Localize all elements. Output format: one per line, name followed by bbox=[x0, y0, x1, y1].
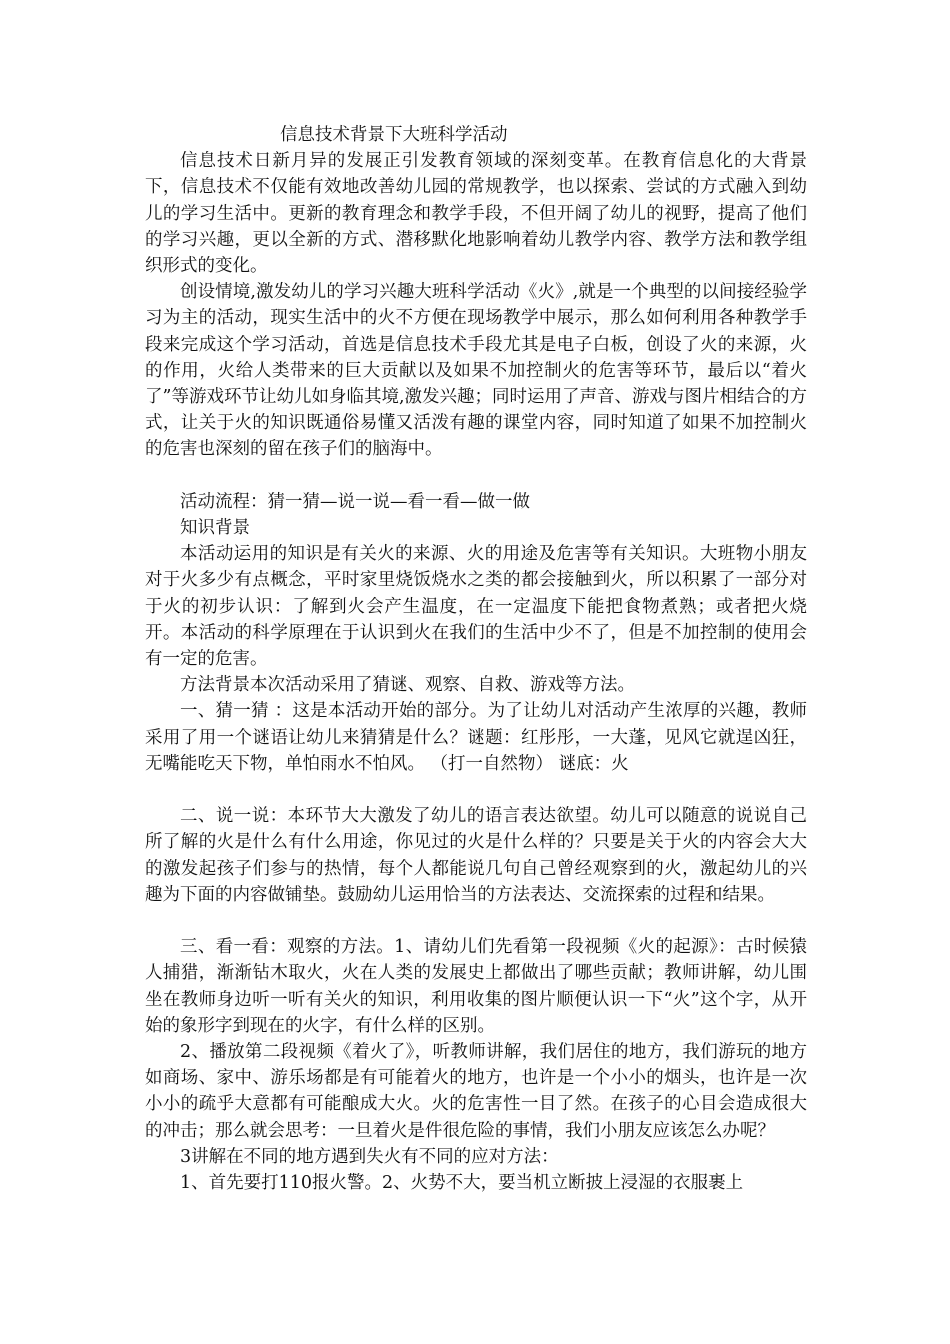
paragraph-knowledge-heading: 知识背景 bbox=[180, 518, 250, 539]
document-page bbox=[145, 122, 807, 1196]
blank-line bbox=[145, 777, 807, 803]
paragraph-knowledge-background: 本活动运用的知识是有关火的来源、火的用途及危害等有关知识。大班物小朋友对于火多少有点概念，平时家里烧饭烧水之类的都会接触到火，所以积累了一部分对于火的初步认识：了解到火会产生温度，在一定温度下能把食物煮熟；或者把火烧开。本活动的科学原理在于认识到火在我们的生活中少不了，但是不加控制的使用会有一定的危害。 bbox=[145, 544, 807, 670]
paragraph-step-say: 二、说一说：本环节大大激发了幼儿的语言表达欲望。幼儿可以随意的说说自己所了解的火是什么有什么用途，你见过的火是什么样的？只要是关于火的内容会大大的激发起孩子们参与的热情，每个人都能说几句自己曾经观察到的火，激起幼儿的兴趣为下面的内容做铺垫。鼓励幼儿运用恰当的方法表达、交流探索的过程和结果。 bbox=[145, 806, 807, 905]
blank-line bbox=[145, 908, 807, 934]
paragraph-method-background: 方法背景本次活动采用了猜谜、观察、自救、游戏等方法。 bbox=[180, 675, 635, 696]
paragraph-activity-flow: 活动流程：猜一猜—说一说—看一看—做一做 bbox=[180, 491, 530, 512]
paragraph-step-guess: 一、猜一猜 ：这是本活动开始的部分。为了让幼儿对活动产生浓厚的兴趣，教师采用了用一个谜语让幼儿来猜猜是什么？谜题：红彤彤，一大蓬，见风它就逞凶狂，无嘴能吃天下物，单怕雨水不怕风。 （打一自然物） 谜底：火 bbox=[145, 701, 807, 774]
paragraph-methods-list: 1、首先要打110报火警。2、火势不大，要当机立断披上浸湿的衣服裹上 bbox=[180, 1173, 744, 1194]
document-title: 信息技术背景下大班科学活动 bbox=[280, 125, 508, 145]
paragraph-video-two: 2、播放第二段视频《着火了》，听教师讲解，我们居住的地方，我们游玩的地方如商场、家中、游乐场都是有可能着火的地方，也许是一个小小的烟头，也许是一次小小的疏乎大意都有可能酿成大火。火的危害性一目了然。在孩子的心目会造成很大的冲击；那么就会思考：一旦着火是件很危险的事情，我们小朋友应该怎么办呢？ bbox=[145, 1042, 807, 1141]
paragraph-scenario: 创设情境,激发幼儿的学习兴趣大班科学活动《火》,就是一个典型的以间接经验学习为主的活动，现实生活中的火不方便在现场教学中展示，那么如何利用各种教学手段来完成这个学习活动，首选是信息技术手段尤其是电子白板，创设了火的来源，火的作用，火给人类带来的巨大贡献以及如果不加控制火的危害等环节，最后以“着火了”等游戏环节让幼儿如身临其境,激发兴趣；同时运用了声音、游戏与图片相结合的方式，让关于火的知识既通俗易懂又活泼有趣的课堂内容，同时知道了如果不加控制火的危害也深刻的留在孩子们的脑海中。 bbox=[145, 282, 808, 460]
paragraph-step-look: 三、看一看：观察的方法。1、请幼儿们先看第一段视频《火的起源》：古时候猿人捕猎，渐渐钻木取火，火在人类的发展史上都做出了哪些贡献；教师讲解，幼儿围坐在教师身边听一听有关火的知识，利用收集的图片顺便认识一下“火”这个字，从开始的象形字到现在的火字，有什么样的区别。 bbox=[145, 937, 807, 1036]
blank-line bbox=[145, 463, 807, 489]
paragraph-intro: 信息技术日新月异的发展正引发教育领域的深刻变革。在教育信息化的大背景下，信息技术不仅能有效地改善幼儿园的常规教学，也以探索、尝试的方式融入到幼儿的学习生活中。更新的教育理念和教学手段，不但开阔了幼儿的视野，提高了他们的学习兴趣，更以全新的方式、潜移默化地影响着幼儿教学内容、教学方法和教学组织形式的变化。 bbox=[145, 151, 807, 277]
paragraph-methods-intro: 3讲解在不同的地方遇到失火有不同的应对方法： bbox=[180, 1146, 559, 1167]
